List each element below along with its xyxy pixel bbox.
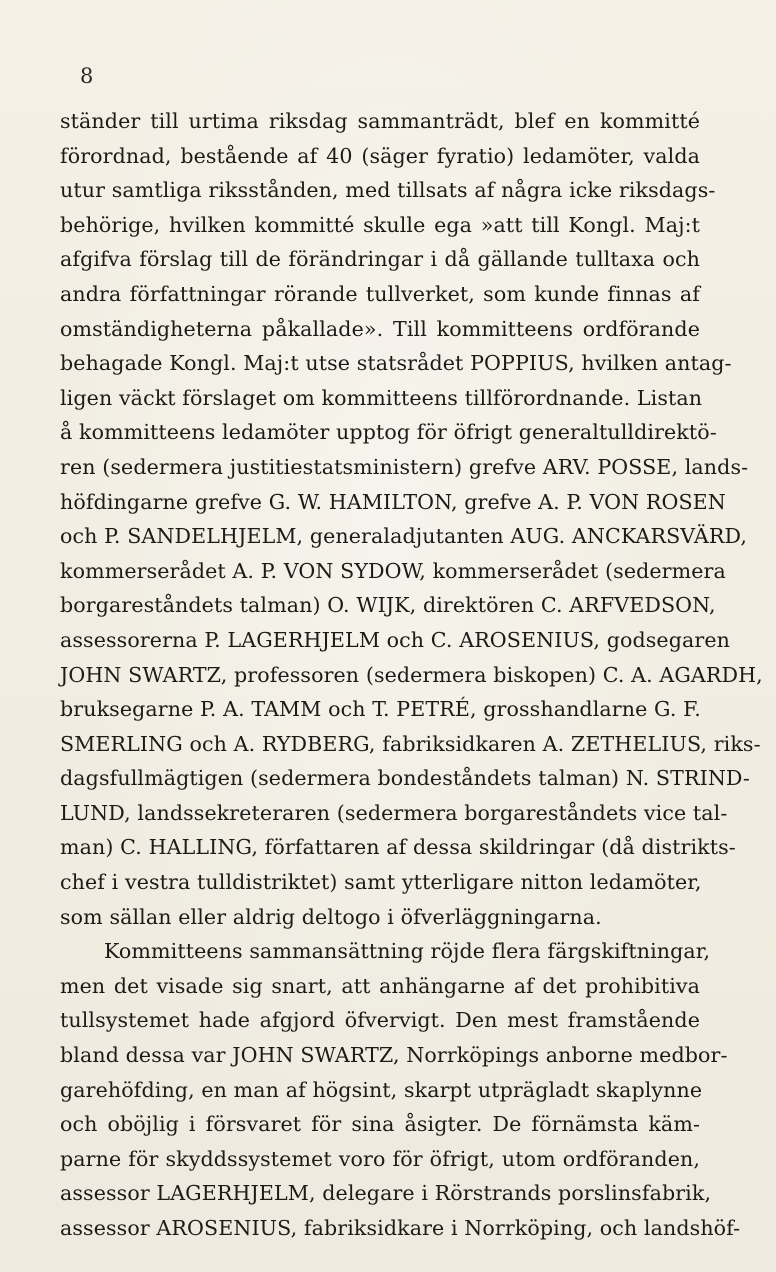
text-line: och P. SANDELHJELM, generaladjutanten AUG. ANCKARSVÄRD, [60, 524, 747, 549]
text-line: andra författningar rörande tullverket, som kunde finnas af [60, 281, 700, 306]
text-line: parne för skyddssystemet voro för öfrigt, utom ordföranden, [60, 1146, 700, 1171]
text-line: afgifva förslag till de förändringar i då gällande tulltaxa och [60, 247, 700, 272]
text-line: som sällan eller aldrig deltogo i öfverläggningarna. [60, 904, 602, 929]
text-line-paragraph-start: Kommitteens sammansättning röjde flera färgskiftningar, [104, 939, 711, 964]
text-line: ligen väckt förslaget om kommitteens tillförordnande. Listan [60, 385, 703, 410]
text-line: assessor AROSENIUS, fabriksidkare i Norrköping, och landshöf- [60, 1216, 741, 1240]
text-line: omständigheterna påkallade». Till kommitteens ordförande [60, 316, 700, 341]
text-line: och oböjlig i försvaret för sina åsigter. De förnämsta käm- [60, 1112, 700, 1137]
text-line: behörige, hvilken kommitté skulle ega »att till Kongl. Maj:t [60, 212, 700, 237]
text-line: behagade Kongl. Maj:t utse statsrådet POPPIUS, hvilken antag- [60, 351, 732, 376]
text-line: JOHN SWARTZ, professoren (sedermera biskopen) C. A. AGARDH, [60, 662, 763, 687]
text-line: å kommitteens ledamöter upptog för öfrigt generaltulldirektö- [60, 420, 717, 445]
text-line: ren (sedermera justitiestatsministern) grefve ARV. POSSE, lands- [60, 454, 749, 479]
text-line: SMERLING och A. RYDBERG, fabriksidkaren A. ZETHELIUS, riks- [60, 731, 761, 756]
text-line: chef i vestra tulldistriktet) samt ytterligare nitton ledamöter, [60, 870, 702, 895]
text-line: höfdingarne grefve G. W. HAMILTON, grefve A. P. VON ROSEN [60, 489, 726, 514]
text-line: tullsystemet hade afgjord öfvervigt. Den mest framstående [60, 1008, 700, 1033]
body-text [60, 104, 763, 1246]
text-line: LUND, landssekreteraren (sedermera borgareståndets vice tal- [60, 800, 728, 825]
text-line: garehöfding, en man af högsint, skarpt utprägladt skaplynne [60, 1077, 703, 1102]
text-line: assessor LAGERHJELM, delegare i Rörstrands porslinsfabrik, [60, 1181, 712, 1206]
text-line: men det visade sig snart, att anhängarne af det prohibitiva [60, 973, 700, 998]
text-line: assessorerna P. LAGERHJELM och C. AROSENIUS, godsegaren [60, 627, 730, 652]
text-line: dagsfullmägtigen (sedermera bondeståndets talman) N. STRIND- [60, 766, 750, 791]
text-line: man) C. HALLING, författaren af dessa skildringar (då distrikts- [60, 835, 736, 860]
text-line: ständer till urtima riksdag sammanträdt, blef en kommitté [60, 109, 700, 133]
text-line: utur samtliga riksstånden, med tillsats af några icke riksdags- [60, 178, 716, 203]
text-line: bland dessa var JOHN SWARTZ, Norrköpings anborne medbor- [60, 1043, 728, 1068]
text-line: borgareståndets talman) O. WIJK, direktören C. ARFVEDSON, [60, 593, 716, 618]
text-line: förordnad, bestående af 40 (säger fyratio) ledamöter, valda [60, 143, 700, 168]
page-number: 8 [80, 64, 94, 88]
text-line: bruksegarne P. A. TAMM och T. PETRÉ, grosshandlarne G. F. [60, 697, 701, 722]
text-line: kommerserådet A. P. VON SYDOW, kommerserådet (sedermera [60, 558, 726, 583]
